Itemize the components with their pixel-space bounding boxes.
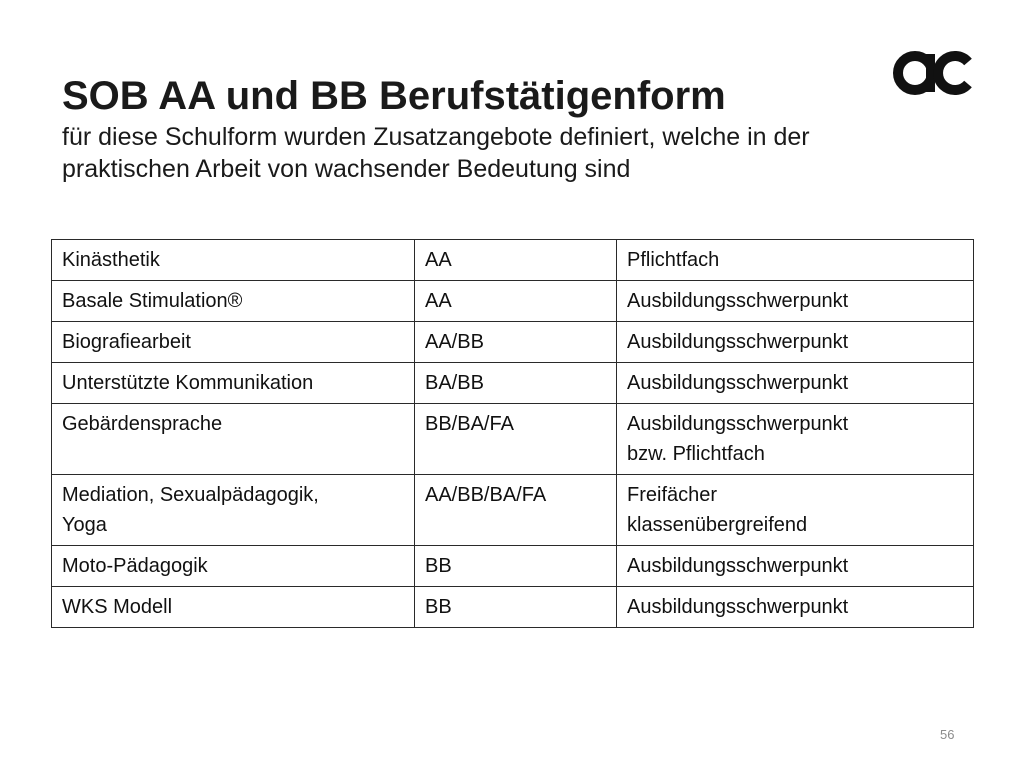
- table-row: [52, 363, 974, 404]
- page-number: 56: [940, 727, 955, 742]
- cell-text: Basale Stimulation®: [62, 290, 243, 312]
- cell-text: Mediation, Sexualpädagogik,: [62, 484, 319, 506]
- cell-text: AA: [425, 249, 452, 271]
- course-table: [51, 239, 974, 628]
- status-cell: [617, 475, 974, 546]
- subject-cell: [52, 546, 415, 587]
- table-row: [52, 546, 974, 587]
- type-cell: [415, 475, 617, 546]
- type-cell: [415, 240, 617, 281]
- type-cell: [415, 363, 617, 404]
- cell-text: Ausbildungsschwerpunkt: [627, 372, 849, 394]
- table-row: [52, 240, 974, 281]
- status-cell: [617, 363, 974, 404]
- table-row: [52, 587, 974, 628]
- subject-cell: [52, 281, 415, 322]
- cell-text: Biografiearbeit: [62, 331, 191, 353]
- cell-text: Yoga: [62, 514, 107, 536]
- cell-text: Pflichtfach: [627, 249, 720, 271]
- cell-text: BA/BB: [425, 372, 484, 394]
- status-cell: [617, 240, 974, 281]
- cell-text: BB/BA/FA: [425, 413, 514, 435]
- type-cell: [415, 546, 617, 587]
- status-cell: [617, 546, 974, 587]
- cell-text: Gebärdensprache: [62, 413, 223, 435]
- subject-cell: [52, 240, 415, 281]
- status-cell: [617, 587, 974, 628]
- table-row: [52, 322, 974, 363]
- cell-text: AA/BB: [425, 331, 484, 353]
- subject-cell: [52, 587, 415, 628]
- slide-subtitle: für diese Schulform wurden Zusatzangebote definiert, welche in der praktischen Arbeit von wachsender Bedeutung sind: [62, 123, 810, 183]
- cell-text: Moto-Pädagogik: [62, 555, 208, 577]
- cell-text: Ausbildungsschwerpunkt: [627, 290, 849, 312]
- subject-cell: [52, 475, 415, 546]
- cell-text: Ausbildungsschwerpunkt: [627, 413, 849, 435]
- table-row: [52, 475, 974, 546]
- cell-text: Freifächer: [627, 484, 718, 506]
- cell-text: klassenübergreifend: [627, 514, 808, 536]
- status-cell: [617, 281, 974, 322]
- type-cell: [415, 404, 617, 475]
- table-row: [52, 404, 974, 475]
- subject-cell: [52, 363, 415, 404]
- cell-text: AA: [425, 290, 452, 312]
- status-cell: [617, 404, 974, 475]
- cell-text: BB: [425, 555, 452, 577]
- cell-text: bzw. Pflichtfach: [627, 443, 765, 465]
- cell-text: Kinästhetik: [62, 249, 160, 271]
- cell-text: Ausbildungsschwerpunkt: [627, 596, 849, 618]
- cell-text: Ausbildungsschwerpunkt: [627, 331, 849, 353]
- cell-text: Unterstützte Kommunikation: [62, 372, 314, 394]
- cell-text: AA/BB/BA/FA: [425, 484, 547, 506]
- cell-text: Ausbildungsschwerpunkt: [627, 555, 849, 577]
- type-cell: [415, 587, 617, 628]
- table-row: [52, 281, 974, 322]
- type-cell: [415, 281, 617, 322]
- type-cell: [415, 322, 617, 363]
- subject-cell: [52, 322, 415, 363]
- cell-text: WKS Modell: [62, 596, 173, 618]
- status-cell: [617, 322, 974, 363]
- ac-logo-icon: [890, 40, 974, 102]
- slide-title: SOB AA und BB Berufstätigenform: [62, 74, 726, 118]
- subject-cell: [52, 404, 415, 475]
- cell-text: BB: [425, 596, 452, 618]
